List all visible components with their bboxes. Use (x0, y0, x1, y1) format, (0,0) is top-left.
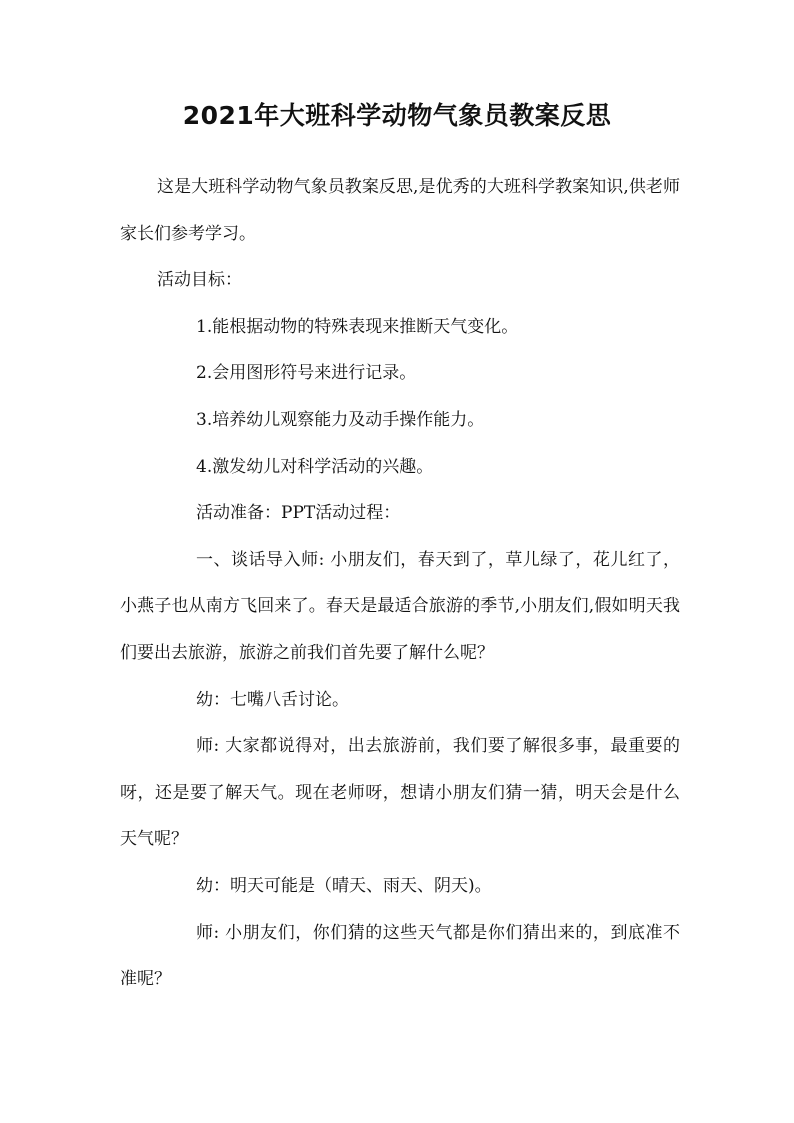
child-response-1: 幼：七嘴八舌讨论。 (196, 689, 349, 710)
preparation-paragraph: 活动准备：PPT活动过程： (196, 503, 401, 524)
goal-item-4: 4.激发幼儿对科学活动的兴趣。 (196, 456, 434, 477)
document-body (120, 164, 680, 1003)
goal-item-2: 2.会用图形符号来进行记录。 (196, 363, 417, 384)
goal-item-1: 1.能根据动物的特殊表现来推断天气变化。 (196, 316, 519, 337)
goals-heading: 活动目标： (157, 270, 242, 291)
intro-paragraph: 这是大班科学动物气象员教案反思,是优秀的大班科学教案知识,供老师家长们参考学习。 (120, 177, 680, 244)
document-title: 2021年大班科学动物气象员教案反思 (182, 101, 612, 130)
child-response-2: 幼：明天可能是（晴天、雨天、阴天)。 (196, 875, 492, 896)
teacher-paragraph-3: 师: 小朋友们，你们猜的这些天气都是你们猜出来的，到底准不准呢？ (120, 922, 680, 990)
step-1-paragraph: 一、谈话导入师: 小朋友们，春天到了，草儿绿了，花儿红了，小燕子也从南方飞回来了。春天是最适合旅游的季节,小朋友们,假如明天我们要出去旅游，旅游之前我们首先要了解什么呢？ (120, 549, 680, 663)
teacher-paragraph-2: 师: 大家都说得对，出去旅游前，我们要了解很多事，最重要的呀，还是要了解天气。现在老师呀，想请小朋友们猜一猜，明天会是什么天气呢？ (120, 736, 680, 850)
goal-item-3: 3.培养幼儿观察能力及动手操作能力。 (196, 409, 485, 430)
